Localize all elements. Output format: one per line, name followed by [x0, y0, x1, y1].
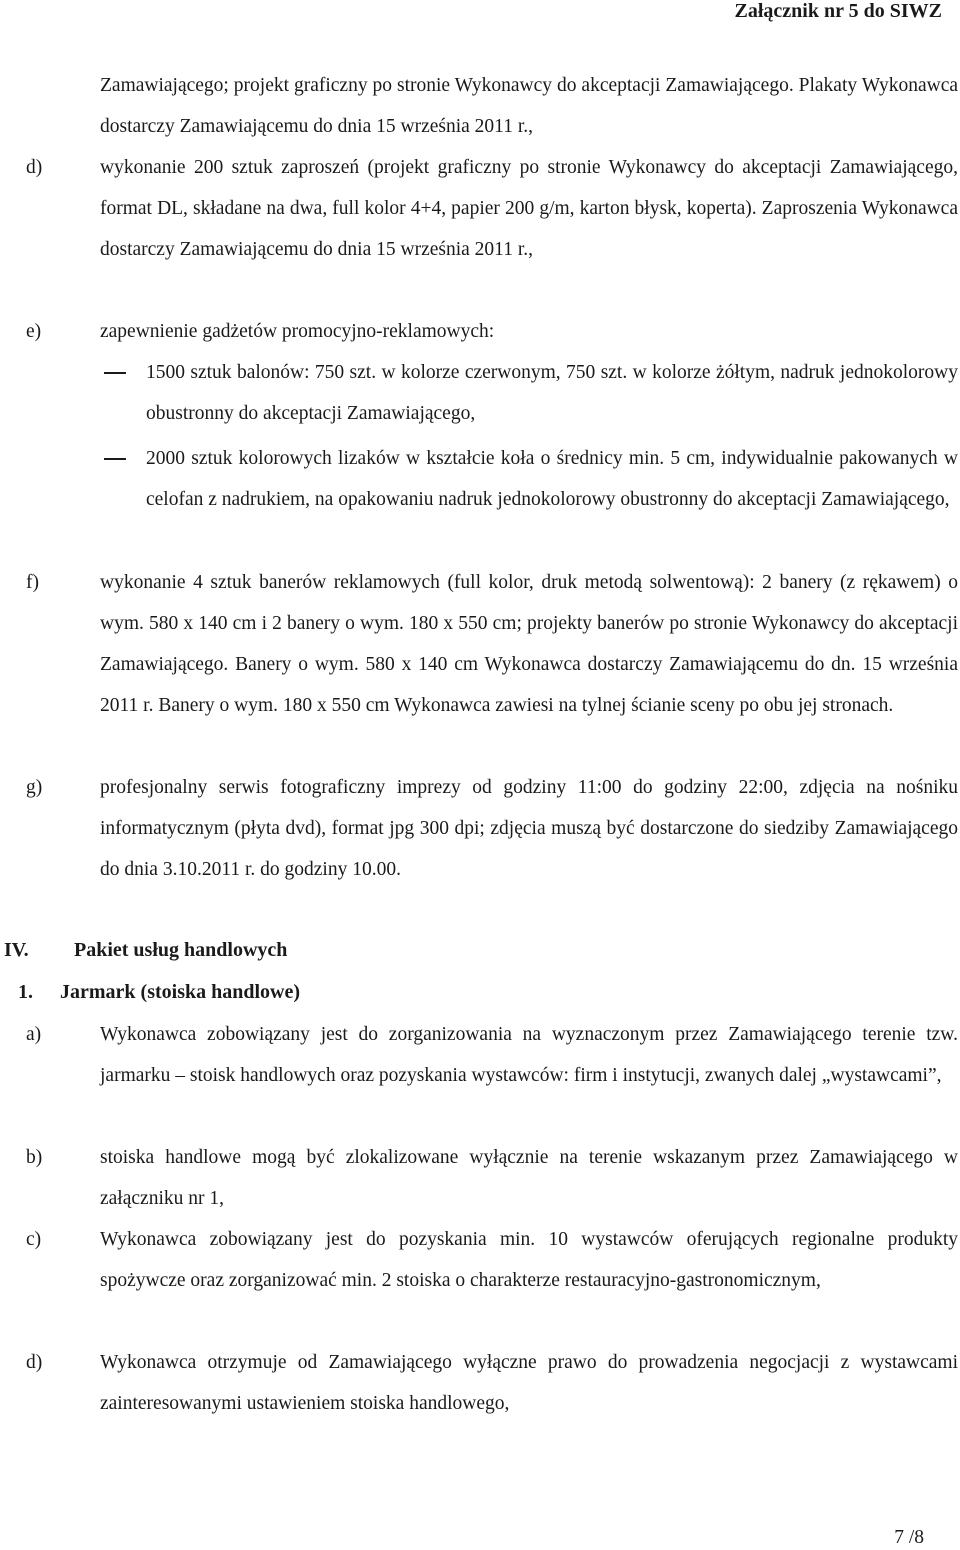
list-item-label: a) — [26, 1024, 42, 1045]
list-item-label: g) — [26, 777, 43, 798]
list-item-label: b) — [26, 1147, 43, 1168]
dash-bullet-icon — [104, 458, 126, 460]
section-number: IV. — [4, 939, 29, 961]
list-item-text: stoiska handlowe mogą być zlokalizowane wyłącznie na terenie wskazanym przez Zamawiającego w załączniku nr 1, — [100, 1147, 958, 1209]
list-item-text: wykonanie 4 sztuk banerów reklamowych (full kolor, druk metodą solwentową): 2 banery (z rękawem) o wym. 580 x 140 cm i 2 banery o wym. 180 x 550 cm; projekty banerów po stronie Wykonawcy do akceptacji Zamawiającego. Banery o wym. 580 x 140 cm Wykonawca dostarczy Zamawiającemu do dn. 15 września 2011 r. Banery o wym. 180 x 550 cm Wykonawca zawiesi na tylnej ścianie sceny po obu jej stronach. — [100, 572, 958, 716]
list-item-label: d) — [26, 1352, 43, 1373]
list-item-text: zapewnienie gadżetów promocyjno-reklamowych: — [100, 321, 495, 342]
subsection-number: 1. — [18, 981, 33, 1003]
continuation-paragraph: Zamawiającego; projekt graficzny po stronie Wykonawcy do akceptacji Zamawiającego. Plakaty Wykonawca dostarczy Zamawiającemu do dnia 15 września 2011 r., — [100, 75, 958, 137]
list-item-text: Wykonawca zobowiązany jest do zorganizowania na wyznaczonym przez Zamawiającego terenie tzw. jarmarku – stoisk handlowych oraz pozyskania wystawców: firm i instytucji, zwanych dalej „wystawcami”, — [100, 1024, 958, 1086]
list-item-text: profesjonalny serwis fotograficzny imprezy od godziny 11:00 do godziny 22:00, zdjęcia na nośniku informatycznym (płyta dvd), format jpg 300 dpi; zdjęcia muszą być dostarczone do siedziby Zamawiającego do dnia 3.10.2011 r. do godziny 10.00. — [100, 777, 958, 880]
list-item-label: f) — [26, 572, 39, 593]
list-item-label: e) — [26, 321, 42, 342]
section-title: Pakiet usług handlowych — [74, 939, 288, 961]
sub-item-text: 2000 sztuk kolorowych lizaków w kształcie koła o średnicy min. 5 cm, indywidualnie pakowanych w celofan z nadrukiem, na opakowaniu nadruk jednokolorowy obustronny do akceptacji Zamawiającego, — [146, 448, 958, 510]
sub-item-text: 1500 sztuk balonów: 750 szt. w kolorze czerwonym, 750 szt. w kolorze żółtym, nadruk jednokolorowy obustronny do akceptacji Zamawiającego, — [146, 362, 958, 424]
document-header: Załącznik nr 5 do SIWZ — [734, 0, 942, 22]
subsection-title: Jarmark (stoiska handlowe) — [60, 981, 301, 1003]
page-number: 7 /8 — [894, 1527, 924, 1548]
list-item-text: wykonanie 200 sztuk zaproszeń (projekt graficzny po stronie Wykonawcy do akceptacji Zamawiającego, format DL, składane na dwa, full kolor 4+4, papier 200 g/m, karton błysk, koperta). Zaproszenia Wykonawca dostarczy Zamawiającemu do dnia 15 września 2011 r., — [100, 157, 958, 260]
list-item-label: d) — [26, 157, 43, 178]
list-item-text: Wykonawca otrzymuje od Zamawiającego wyłączne prawo do prowadzenia negocjacji z wystawcami zainteresowanymi ustawieniem stoiska handlowego, — [100, 1352, 958, 1414]
list-item-label: c) — [26, 1229, 42, 1250]
list-item-text: Wykonawca zobowiązany jest do pozyskania min. 10 wystawców oferujących regionalne produkty spożywcze oraz zorganizować min. 2 stoiska o charakterze restauracyjno-gastronomicznym, — [100, 1229, 958, 1291]
dash-bullet-icon — [104, 372, 126, 374]
